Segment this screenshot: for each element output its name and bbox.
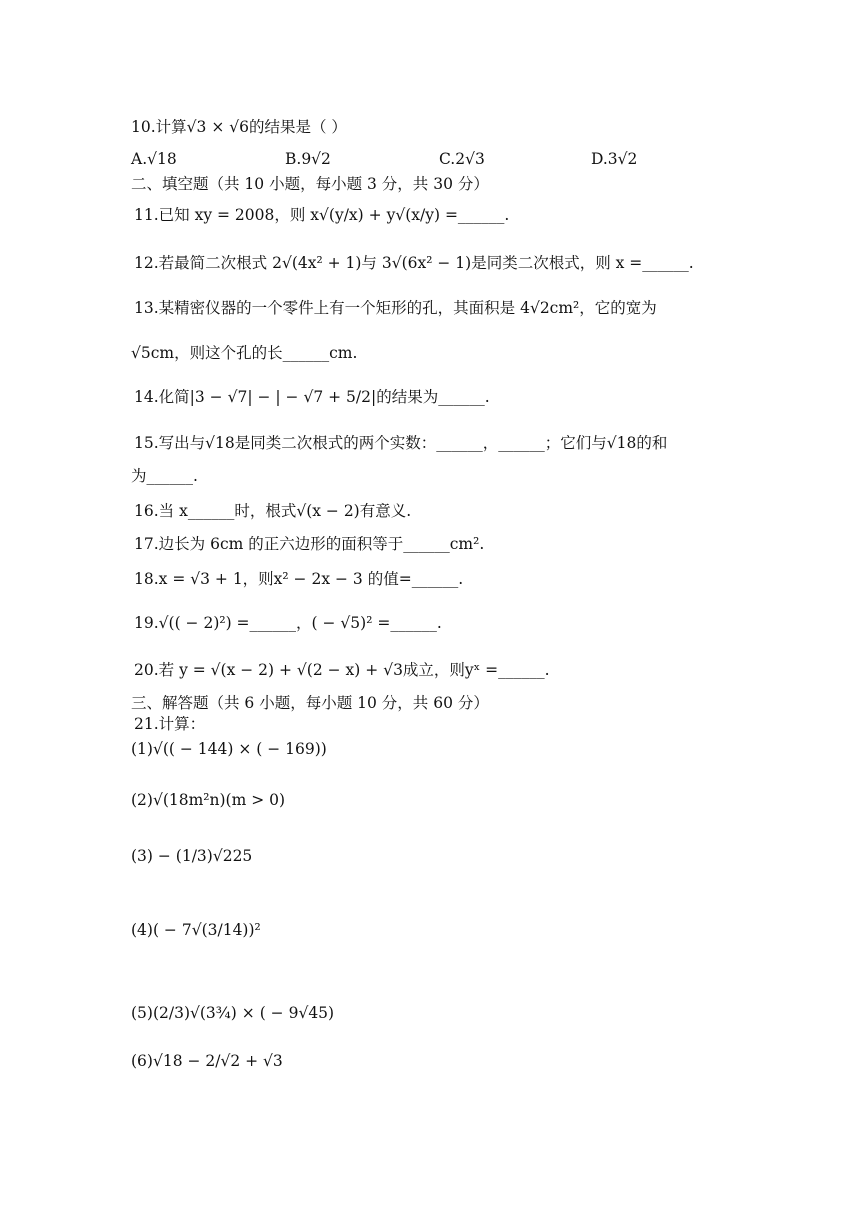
- question-13-line1: 13.某精密仪器的一个零件上有一个矩形的孔，其面积是 4√2cm²，它的宽为: [134, 299, 657, 317]
- question-17: 17.边长为 6cm 的正六边形的面积等于______cm².: [134, 535, 485, 553]
- question-10: 10.计算√3 × √6的结果是（ ）: [131, 118, 347, 136]
- problem-6: (6)√18 − 2/√2 + √3: [131, 1052, 283, 1070]
- problem-5: (5)(2/3)√(3¾) × ( − 9√45): [131, 1004, 335, 1022]
- question-15-line1: 15.写出与√18是同类二次根式的两个实数：______，______；它们与√18的和: [134, 434, 668, 452]
- question-20: 20.若 y = √(x − 2) + √(2 − x) + √3成立，则yˣ =______.: [134, 661, 550, 679]
- question-11: 11.已知 xy = 2008，则 x√(y/x) + y√(x/y) =______.: [134, 206, 510, 224]
- question-12: 12.若最简二次根式 2√(4x² + 1)与 3√(6x² − 1)是同类二次根式，则 x =______.: [134, 254, 694, 272]
- question-19: 19.√(( − 2)²) =______，( − √5)² =______.: [134, 614, 442, 632]
- problem-3: (3) − (1/3)√225: [131, 847, 253, 865]
- question-16: 16.当 x______时，根式√(x − 2)有意义.: [134, 502, 412, 520]
- question-14: 14.化简|3 − √7| − | − √7 + 5/2|的结果为______.: [134, 388, 490, 406]
- option-d: D.3√2: [591, 150, 638, 168]
- question-21: 21.计算：: [134, 715, 206, 733]
- section-2-heading: 二、填空题（共 10 小题，每小题 3 分，共 30 分）: [131, 175, 489, 193]
- problem-1: (1)√(( − 144) × ( − 169)): [131, 740, 327, 758]
- problem-2: (2)√(18m²n)(m > 0): [131, 791, 286, 809]
- option-b: B.9√2: [285, 150, 331, 168]
- section-3-heading: 三、解答题（共 6 小题，每小题 10 分，共 60 分）: [131, 694, 489, 712]
- problem-4: (4)( − 7√(3/14))²: [131, 921, 261, 939]
- option-c: C.2√3: [439, 150, 485, 168]
- question-15-line2: 为______.: [131, 467, 198, 485]
- question-18: 18.x = √3 + 1，则x² − 2x − 3 的值=______.: [134, 570, 464, 588]
- question-13-line2: √5cm，则这个孔的长______cm.: [131, 344, 358, 362]
- option-a: A.√18: [131, 150, 177, 168]
